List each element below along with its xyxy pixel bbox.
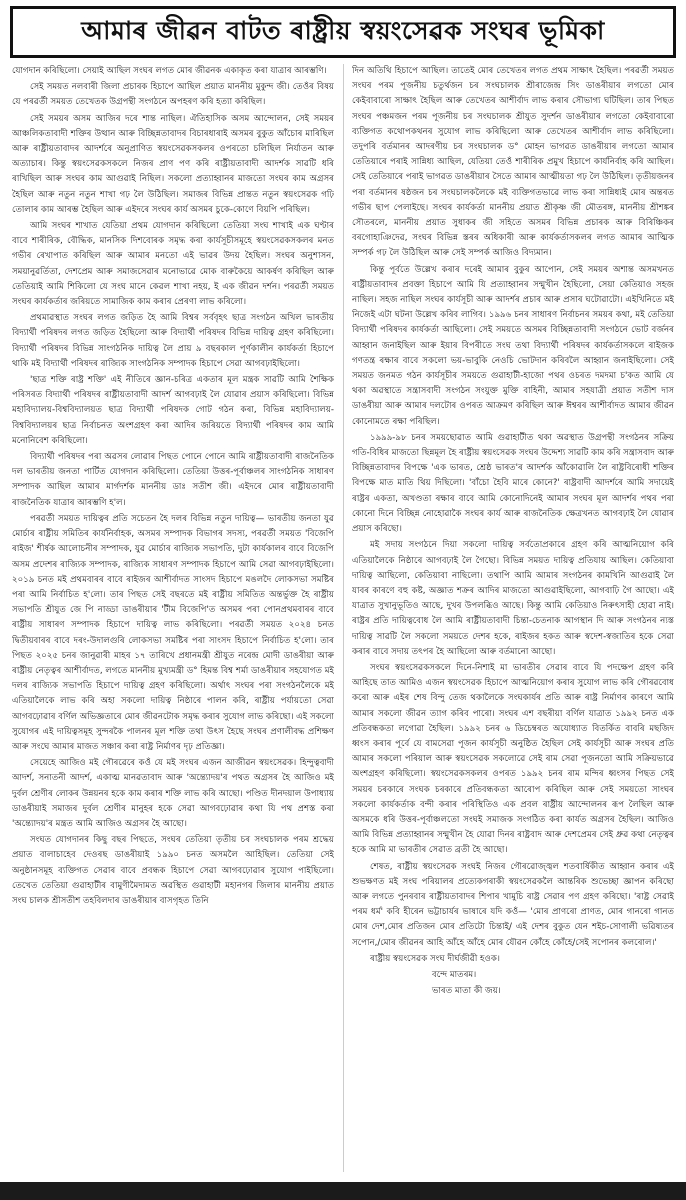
paragraph: যোগদান কৰিছিলো। সেয়াই আছিল সংঘৰ লগত মোৰ জীৱনক একাকৃত কৰা যাত্ৰাৰ আৰম্ভণি। xyxy=(12,66,327,76)
right-column xyxy=(352,64,674,1176)
paragraph: ১৯৯৯-৯৮ চনৰ সময়ছোৱাত আমি গুৱাহাটীত থকা অৱস্থাত উগ্ৰপন্থী সংগঠনৰ সক্ৰিয় গতি-বিধিৰ মাজতো ছিন্নমূল হৈ ৰাষ্ট্ৰীয় স্বয়ংসেৱক সংঘৰ উদ্দেশ্য সাৱটি কাম কৰি সন্ত্ৰাসবাদ আৰু বিচ্ছিন্নতাবাদৰ বিপক্ষে 'এক ভাৰত, শ্ৰেষ্ঠ ভাৰত'ৰ আদৰ্শক আঁকোৱালি লৈ ৰাষ্ট্ৰবিৰোধী শক্তিৰ বিপক্ষে মাত মাতি থিয় দিছিলো। 'বাঁচো হৈবি মাৰে কোনে?' ৰাষ্ট্ৰবাদী আদৰ্শৰে আমি সদায়েই ৰাষ্ট্ৰৰ একতা, অখণ্ডতা ৰক্ষাৰ বাবে আমি কোনোদিনেই আমাৰ সংঘৰ মূল আদৰ্শৰ পথৰ পৰা কোনো দিনে বিচ্ছিন্ন নোহোৱাকৈ সংঘৰ কাৰ্য আৰু ৰাজনৈতিক ক্ষেত্ৰখনত আগবঢ়াই লৈ যোৱাৰ প্ৰয়াস কৰিছো। xyxy=(352,432,674,535)
paragraph: ৰাষ্ট্ৰীয় স্বয়ংসেৱক সংঘ দীৰ্ঘজীৱী হওক। xyxy=(370,953,500,964)
paragraph: শেষত, ৰাষ্ট্ৰীয় স্বয়ংসেৱক সংঘই নিজৰ গৌৰৱোজ্জ্বল শতবাৰ্ষিকীত আহ্বান কৰাৰ এই শুভক্ষণত মই সংঘ পৰিয়ালৰ প্ৰত্যেকগৰাকী স্বয়ংসেৱকলৈ আন্তৰিক শুভেচ্ছা জ্ঞাপন কৰিছো আৰু লগতে পুনৰবাৰ ৰাষ্ট্ৰীয়তাবাদৰ শিপাৰ খামুচি ৰাষ্ট্ৰ সেৱাৰ পণ গ্ৰহণ কৰিছো। 'ৰাষ্ট্ৰ সেৱাই পৰম ধৰ্ম' কবি হীৰেন ভট্টাচাৰ্যৰ ভাষাৰে যদি কওঁ— 'মোৰ প্ৰাণৰো প্ৰাণত, মোৰ গানৰো গানত মোৰ দেশ,মোৰ প্ৰতিজন মোৰ প্ৰতিটো চিন্তাই/ এই দেশৰ বুকুত যেন শইচ-সোণালী ভৱিষ্যতৰ সপোন,/মোৰ জীৱনৰ আহি আঁহে আঁহে মোৰ যৌৱন কোঁহে কোঁহে/সেই সপোনৰ কলৰোল।' xyxy=(352,861,674,948)
paragraph: প্ৰথমাৱস্থাত সংঘৰ লগত জড়িত হৈ আমি বিশ্বৰ সৰ্ববৃহৎ ছাত্ৰ সংগঠন অখিল ভাৰতীয় বিদ্যাৰ্থী পৰিষদৰ লগত জড়িত হৈছিলো আৰু বিদ্যাৰ্থী পৰিষদৰ বিভিন্ন দায়িত্ব গ্ৰহণ কৰিছিলো। বিদ্যাৰ্থী পৰিষদৰ বিভিন্ন সাংগঠনিক দায়িত্ব লৈ প্ৰায় ৯ বছৰকাল পূৰ্ণকালীন কাৰ্যকৰ্তা হিচাপে থাকি মই বিদ্যাৰ্থী পৰিষদৰ ৰাজ্যিক সাংগঠনিক সম্পাদক হিচাপে সেৱা আগবঢ়াইছিলো। xyxy=(12,313,334,369)
paragraph: মই সদায় সংগঠনে দিয়া সকলো দায়িত্ব সৰ্বতোপ্ৰকাৰে গ্ৰহণ কৰি আত্মনিয়োগ কৰি এতিয়ালৈকে নিষ্ঠাৰে আগবঢ়াই লৈ গৈছো। বিভিন্ন সময়ত দায়িত্ব প্ৰতিযায় আছিল। কেতিয়াবা দায়িত্ব আছিলো, কেতিয়াবা নাছিলো। তথাপি আমি আমাৰ সংগঠনৰ কামখিনি আগুৱাই লৈ যাবৰ কাৰণে বহু কষ্ট, অজ্ঞাত শক্ৰৰ আদিৰ মাজতো আগুৱাইছিলো, আগবাঢ়ি গৈ আছো। এই যাত্ৰাত সুখানুভূতিও আছে, দুখৰ উপলব্ধিও আছে। কিন্তু আমি কেতিয়াও নিৰুৎসাহী হোৱা নাই। ৰাষ্ট্ৰৰ প্ৰতি দায়িত্ববোধ লৈ আমি ৰাষ্ট্ৰীয়তাবাদী চিন্তা-চেতনাক আগস্থান দি আৰু সংগঠনৰ ন্যস্ত দায়িত্ব সাৱটি লৈ সকলো সময়তে দেশৰ হকে, ৰাইজৰ হকত আৰু স্বদেশ-স্বজাতিৰ হকে সেৱা কৰাৰ বাবে সদায় তৎপৰ হৈ আছিলো আৰু বৰ্তমানো আছো। xyxy=(352,540,674,657)
paragraph: আমি সংঘৰ শাখাত যেতিয়া প্ৰথম যোগদান কৰিছিলো তেতিয়া সংঘ শাখাই এক ঘণ্টাৰ বাবে শাৰীৰিক, বৌদ্ধিক, মানসিক দিশবোৰক সমৃদ্ধ কৰা কাৰ্যসূচীসমূহে স্বয়ংসেৱকসকলৰ মনত গভীৰ ৰেখাপাত কৰিছিল আৰু আমাৰ মনতো এই ভাৱৰ উদয় হৈছিল। সংঘৰ অনুশাসন, সময়ানুৱৰ্তিতা, দেশপ্ৰেম আৰু সমাজসেৱাৰ মনোভাৱে মোক বাৰুকৈয়ে আকৰ্ষণ কৰিছিল আৰু তেতিয়াই আমি শিকিলো যে সংঘ মানে কেৱল শাখা নহয়, ই এক জীৱন দৰ্শন। পৰৱৰ্তী সময়ত সংঘৰ কাৰ্যকৰ্তাৰ জৰিয়তে সামাজিক কাম কৰাৰ প্ৰেৰণা লাভ কৰিলো। xyxy=(12,221,334,308)
article-headline: আমাৰ জীৱন বাটত ৰাষ্ট্ৰীয় স্বয়ংসেৱক সংঘৰ ভূমিকা xyxy=(10,6,676,58)
paragraph: দিন অতিথি হিচাপে আছিল। তাতেই মোৰ তেখেতৰ লগত প্ৰথম সাক্ষাৎ হৈছিল। পৰৱৰ্তী সময়ত সংঘৰ পৰম পূজনীয় চতুৰ্থজন চৰ সংঘচালক শ্ৰীৰাজেন্দ্ৰ সিং ডাঙৰীয়াৰ লগতো মোৰ কেইবাবাৰো সাক্ষাৎ হৈছিল আৰু তেখেতৰ আশীৰ্বাদ লাভ কৰাৰ সৌভাগ্য ঘটিছিল। তাৰ পিছত সংঘৰ পঞ্চমজন পৰম পূজনীয় চৰ সংঘচালক শ্ৰীযুত সুদৰ্শন ডাঙৰীয়াৰ লগতো কেইবাবাৰো ব্যক্তিগত কথোপকথনৰ সুযোগ লাভ কৰিছিলো আৰু তেখেতৰ আশীৰ্বাদ লাভ কৰিছিলো। তদুপৰি বৰ্তমানৰ আদৰণীয় চৰ সংঘচালক ড° মোহন ভাগৱত ডাঙৰীয়াৰ লগতো আমাৰ তেতিয়াৰে পৰাই সান্নিধ্য আছিল, যেতিয়া তেওঁ শাৰীৰিক প্ৰমুখ হিচাপে কাৰ্যনিৰ্বাহ কৰি আছিল। সেই তেতিয়াৰে পৰাই ভাগৱত ডাঙৰীয়াৰ সৈতে আমাৰ আত্মীয়তা গঢ় লৈ উঠিছিল। তৃতীয়জনৰ পৰা বৰ্তমানৰ ষষ্ঠজন চৰ সংঘচালকলৈকে মই ব্যক্তিগতভাৱে লাভ কৰা সান্নিধ্যই মোৰ অন্তৰত গভীৰ ছাপ পেলাইছে। সংঘৰ কাৰ্যকৰ্তা মাননীয় প্ৰয়াত শ্ৰীকৃষ্ণ জী মৌতৰঙ্গ, মাননীয় শ্ৰীশঙ্কৰ সৌতৰলে, মাননীয় প্ৰয়াত সুধাকৰ জী সহিতে অসমৰ বিভিন্ন প্ৰচাৰক আৰু বিৰিঞ্চিকৰ বৰগোহাঞিদেৱ, সংঘৰ বিভিন্ন স্তৰৰ অধিকাৰী আৰু কাৰ্যকৰ্তাসকলৰ লগত আমাৰ আত্মিক সম্পৰ্ক গঢ় লৈ উঠিছিল আৰু সেই সম্পৰ্ক আজিও বিদ্যমান। xyxy=(352,66,674,259)
left-column xyxy=(12,64,334,1176)
paragraph: সংঘত যোগদানৰ কিছু বছৰ পিছতে, সংঘৰ তেতিয়া তৃতীয় চৰ সংঘচালক পৰম শ্ৰদ্ধেয় প্ৰয়াত বালাচাহেব দেওৰছ ডাঙৰীয়াই ১৯৯০ চনত অসমলৈ আহিছিল। তেতিয়া সেই অনুষ্ঠানসমূহ ব্যক্তিগত সেৱাৰ বাবে প্ৰবন্ধক হিচাপে সেৱা আগবঢ়োৱাৰ সুযোগ পাইছিলো। তেখেত তেতিয়া গুৱাহাটীৰ বামুণীমৈদামত অৱস্থিত গুৱাহাটী মহানগৰ জিলাৰ মাননীয় প্ৰয়াত সংঘ চালক শ্ৰীসতীশ তহবিলদাৰ ডাঙৰীয়াৰ বাসগৃহত তিনি xyxy=(12,835,334,906)
signoff-line: ভাৰত মাতা কী জয়। xyxy=(432,986,501,997)
paragraph: 'ছাত্ৰ শক্তি ৰাষ্ট্ৰ শক্তি' এই নীতিৰে জ্ঞান-চৰিত্ৰ একতাৰ মূল মন্ত্ৰক সাৱটি আমি শৈক্ষিক পৰিসৰত বিদ্যাৰ্থী পৰিষদৰ ৰাষ্ট্ৰীয়তাবাদী আদৰ্শ আগবঢ়াই লৈ যোৱাৰ প্ৰয়াস কৰিছিলো। বিভিন্ন মহাবিদ্যালয়-বিশ্ববিদ্যালয়ত ছাত্ৰ বিদ্যাৰ্থী পৰিষদক গোট গঠন কৰা, বিভিন্ন মহাবিদ্যালয়-বিশ্ববিদ্যালয়ৰ ছাত্ৰ নিৰ্বাচনত অংশগ্ৰহণ কৰা আদিৰ জৰিয়তে বিদ্যাৰ্থী পৰিষদৰ কাম আমি মনোনিবেশ কৰিছিলো। xyxy=(12,375,334,446)
bottom-border xyxy=(0,1182,686,1200)
paragraph: সংঘৰ স্বয়ংসেৱকসকলে দিনে-নিশাই মা ভাৰতীৰ সেৱাৰ বাবে যি পদক্ষেপ গ্ৰহণ কৰি আহিছে তাত আমিও এজন স্বয়ংসেৱক হিচাপে আত্মনিয়োগ কৰাৰ সুযোগ লাভ কৰি গৌৰৱবোধ কৰো আৰু এইৰ শেষ বিন্দু তেজ থকালৈকে সংঘকাৰ্যৰ প্ৰতি আৰু ৰাষ্ট্ৰ নিৰ্মাণৰ কাৰণে আমি আমাৰ সকলো জীৱন ত্যাগ কৰিব পাৰো। সংঘৰ এশ বছৰীয়া বৰ্ণিল যাত্ৰাত ১৯৯২ চনত এক প্ৰতিবন্ধকতা লগোৱা হৈছিল। ১৯৯২ চনৰ ৬ ডিচেম্বৰত অযোধ্যাত বিতৰ্কিত বাবৰি মছজিদ ধ্বংস কৰাৰ পূৰ্বে যে বামসেৱা পূজন কাৰ্যসূচী অনুষ্ঠিত হৈছিল সেই কাৰ্যসূচী আৰু সংঘৰ প্ৰতি আমাৰ সকলো পৰিয়াল আৰু স্বয়ংসেৱক সকলোৱে সেই ৰাম সেৱা পূজনতো আমি সক্ৰিয়ভাৱে অংশগ্ৰহণ কৰিছিলো। স্বয়ংসেৱকসকলৰ ওপৰত ১৯৯২ চনৰ ৰাম মন্দিৰ ধ্বংসৰ পিছত সেই সময়ৰ চৰকাৰে সংঘক চৰকাৰে প্ৰতিবন্ধকতা আৰোপ কৰিছিল আৰু সেই সময়তো সাংঘৰ সকলো কাৰ্যকৰ্তাক বন্দী কৰাৰ পৰিস্থিতিও এক প্ৰবল ৰাষ্ট্ৰীয় আন্দোলনৰ ৰূপ লৈছিল আৰু অসমকে ধৰি উত্তৰ-পূৰ্বাঞ্চলতো সংঘই সমাজক সংগঠিত কৰা কাৰ্যত অগ্ৰসৰ হৈছিল। আজিও আমি বিভিন্ন প্ৰত্যাহ্বানৰ সন্মুখীন হৈ যোৱা দিনৰ ৰাষ্ট্ৰবাদ আৰু দেশপ্ৰেমৰ সেই ধ্ৰুৱ কথা নেতৃত্বৰ হকে আমি মা ভাৰতীৰ সেৱাত ব্ৰতী হৈ আছো। xyxy=(352,662,674,856)
paragraph: সেই সময়ত নলবাৰী জিলা প্ৰচাৰক হিচাপে আছিল প্ৰয়াত মাননীয় মুকুন্দ জী। তেওঁৰ বিষয় যে পৰৱৰ্তী সময়ত তেখেতক উগ্ৰপন্থী সংগঠনে অপহৰণ কৰি হত্যা কৰিছিল। xyxy=(12,82,334,108)
column-divider xyxy=(343,64,344,1172)
paragraph: বিদ্যাৰ্থী পৰিষদৰ পৰা অৱসৰ লোৱাৰ পিছত পোনে পোনে আমি ৰাষ্ট্ৰীয়তাবাদী ৰাজনৈতিক দল ভাৰতীয় জনতা পাৰ্টিত যোগদান কৰিছিলো। তেতিয়া উত্তৰ-পূৰ্বাঞ্চলৰ সাংগঠনিক সাধাৰণ সম্পাদক আছিল আমাৰ মাৰ্গদৰ্শক মাননীয় ডাঃ সতীশ জী। এইদৰে মোৰ ৰাষ্ট্ৰীয়তাবাদী ৰাজনৈতিক যাত্ৰাৰ আৰম্ভণি হ'ল। xyxy=(12,452,334,508)
signoff-line: বন্দে মাতৰম। xyxy=(432,969,477,980)
paragraph: পৰৱৰ্তী সময়ত দায়িত্বৰ প্ৰতি সচেতন হৈ দলৰ বিভিন্ন নতুন দায়িত্ব— ভাৰতীয় জনতা যুৱ মোৰ্চাৰ ৰাষ্ট্ৰীয় সমিতিৰ কাৰ্যনিৰ্বাহক, অসমৰ সম্পাদক বিভাগৰ সদস্য, পৰৱৰ্তী সময়ত 'বিজেপি ৰাইজ' শীৰ্ষক আলোচনীৰ সম্পাদক, যুৱ মোৰ্চাৰ ৰাজ্যিক সভাপতি, দুটা কাৰ্যকালৰ বাবে বিজেপি অসম প্ৰদেশৰ ৰাজ্যিক সম্পাদক, ৰাজ্যিক সাধাৰণ সম্পাদক হিচাপে আমি সেৱা আগবঢ়াইছিলো। ২০১৯ চনত মই প্ৰথমবাৰৰ বাবে ৰাইজৰ আশীৰ্বাদত সাংসদ হিচাপে মঙলদৈ লোকসভা সমষ্টিৰ পৰা আমি নিৰ্বাচিত হ'লো। তাৰ পিছত সেই বছৰতে মই ৰাষ্ট্ৰীয় সমিতিত অন্তৰ্ভুক্ত হৈ ৰাষ্ট্ৰীয় সভাপতি শ্ৰীযুত জে পি নাড্ডা ডাঙৰীয়াৰ 'টীম বিজেপি'ত অসমৰ পৰা পোনপ্ৰথমবাৰৰ বাবে ৰাষ্ট্ৰীয় সাধাৰণ সম্পাদক হিচাপে দায়িত্ব লাভ কৰিছিলো। পৰৱৰ্তী সময়ত ২০২৪ চনত দ্বিতীয়বাৰৰ বাবে দৰং-উদালগুৰি লোকসভা সমষ্টিৰ পৰা সাংসদ হিচাপে নিৰ্বাচিত হ'লো। তাৰ পিছত ২০২৫ চনৰ জানুৱাৰী মাহৰ ১৭ তাৰিখে প্ৰধানমন্ত্ৰী শ্ৰীযুত নৰেন্দ্ৰ মোদী ডাঙৰীয়া আৰু ৰাষ্ট্ৰীয় নেতৃত্বৰ আশীৰ্বাদত, লগতে মাননীয় মুখ্যমন্ত্ৰী ড° হিমন্ত বিশ্ব শৰ্মা ডাঙৰীয়াৰ সহযোগত মই দলৰ ৰাজ্যিক সভাপতি হিচাপে দায়িত্ব গ্ৰহণ কৰিছিলো। অৰ্থাৎ সংঘৰ পৰা সংগঠনলৈকে মই এতিয়ালৈকে লাভ কৰি অহা সকলো দায়িত্ব নিষ্ঠাৰে পালন কৰি, ৰাষ্ট্ৰীয় পৰ্যায়তো সেৱা আগবঢ়োৱাৰ বৰ্ণিল অভিজ্ঞতাৰে মোৰ জীৱনটোক সমৃদ্ধ কৰাৰ সুযোগ লাভ কৰিছো। এই সকলো সুযোগৰ এই দায়িত্বসমূহ সুন্দৰকৈ পালনৰ মূল শক্তি তথা উৎস হৈছে সংঘৰ প্ৰণালীবদ্ধ প্ৰশিক্ষণ আৰু সংঘে আমাৰ মাজত সঞ্চাৰ কৰা ৰাষ্ট্ৰ নিৰ্মাণৰ দৃঢ় প্ৰতিজ্ঞা। xyxy=(12,513,334,752)
paragraph: কিন্তু পূৰ্বতে উল্লেখ কৰাৰ দৰেই আমাৰ বুকুৰ আপোন, সেই সময়ৰ অশান্ত অসমখনত ৰাষ্ট্ৰীয়তাবাদৰ প্ৰবক্তা হিচাপে আমি যি প্ৰত্যাহ্বানৰ সন্মুখীন হৈছিলো, সেয়া কেতিয়াও সহজ নাছিল। সহজ নাছিল সংঘৰ কাৰ্যসূচী আৰু আদৰ্শৰ প্ৰচাৰ আৰু প্ৰসাৰ ঘটোৱাটো। এইখিনিতে মই নিজেই এটা ঘটনা উল্লেখ কৰিব লাগিব। ১৯৯৬ চনৰ সাধাৰণ নিৰ্বাচনৰ সময়ৰ কথা, মই তেতিয়া বিদ্যাৰ্থী পৰিষদৰ কাৰ্যকৰ্তা আছিলো। সেই সময়তে অসমৰ বিচ্ছিন্নতাবাদী সংগঠনে ভোট বৰ্জনৰ আহ্বান জনাইছিল আৰু ইয়াৰ বিপৰীতে সংঘ তথা বিদ্যাৰ্থী পৰিষদৰ কাৰ্যকৰ্তাসকলে ৰাইজক গণতন্ত্ৰ ৰক্ষাৰ বাবে সকলো ভয়-ভাবুকি নেওচি ভোটদান কৰিবলৈ আহ্বান জনাইছিলো। সেই সময়ত জনমত গঠন কাৰ্যসূচীৰ সময়তে গুৱাহাটী-হাজো পথৰ ওচৰত দমদমা চ'কত আমি যে থকা অৱস্থাতে সন্ত্ৰাসবাদী সংগঠন সংযুক্ত মুক্তি বাহিনী, আমাৰ সহযাত্ৰী প্ৰয়াত সতীশ দাস ডাঙৰীয়া আৰু আমাৰ দলটোৰ ওপৰত আক্ৰমণ কৰিছিল আৰু ঈশ্বৰৰ আশীৰ্বাদত আমাৰ জীৱন কোনোমতে ৰক্ষা পৰিছিল। xyxy=(352,264,674,427)
paragraph: সেই সময়ৰ অসম আজিৰ দৰে শান্ত নাছিল। ঐতিহাসিক অসম আন্দোলন, সেই সময়ৰ আঞ্চলিকতাবাদী শক্তিৰ উত্থান আৰু বিচ্ছিন্নতাবাদৰ বিচাৰধাৰাই অসমৰ বুকুত আঁচোৰ মাৰিছিল আৰু ৰাষ্ট্ৰীয়তাবাদৰ আদৰ্শৰে অনুপ্ৰাণিত স্বয়ংসেৱকসকলৰ ওপৰতো চলিছিল নিৰ্যাতন আৰু অত্যাচাৰ। কিন্তু স্বয়ংসেৱকসকলে নিজৰ প্ৰাণ পণ কৰি ৰাষ্ট্ৰীয়তাবাদী আদৰ্শক সাৱটি ধৰি ৰাখিছিল আৰু সংঘৰ কাম আগুৱাই নিছিল। সকলো প্ৰত্যাহ্বানৰ মাজতো সংঘৰ কাম অগ্ৰসৰ হৈছিল আৰু নতুন নতুন শাখা গঢ় লৈ উঠিছিল। সমাজৰ বিভিন্ন প্ৰান্তত নতুন স্বয়ংসেৱক গঢ়ি তোলাৰ কাম আৰম্ভ হৈছিল আৰু এইদৰে সংঘৰ কাৰ্য অসমৰ চুকে-কোণে বিয়পি পৰিছিল। xyxy=(12,113,334,215)
paragraph: সেয়েহে আজিও মই গৌৰৱেৰে কওঁ যে মই সংঘৰ এজন আজীৱন স্বয়ংসেৱক। হিন্দুত্ববাদী আদৰ্শ, সনাতনী আদৰ্শ, একাত্ম মানৱতাবাদ আৰু 'অন্ত্যোদয়'ৰ পথত অগ্ৰসৰ হৈ আজিও মই দুৰ্বল শ্ৰেণীৰ লোকৰ উন্নয়নৰ হকে কাম কৰাৰ শক্তি লাভ কৰি আছো। পণ্ডিত দীনদয়াল উপাধ্যায় ডাঙৰীয়াই সমাজৰ দুৰ্বল শ্ৰেণীৰ মানুহৰ হকে সেৱা আগবঢ়োৱাৰ কথা যি পথ প্ৰশস্ত কৰা 'অন্ত্যোদয়'ৰ মন্ত্ৰত আমি আজিও অগ্ৰসৰ হৈ আছো। xyxy=(12,758,334,829)
